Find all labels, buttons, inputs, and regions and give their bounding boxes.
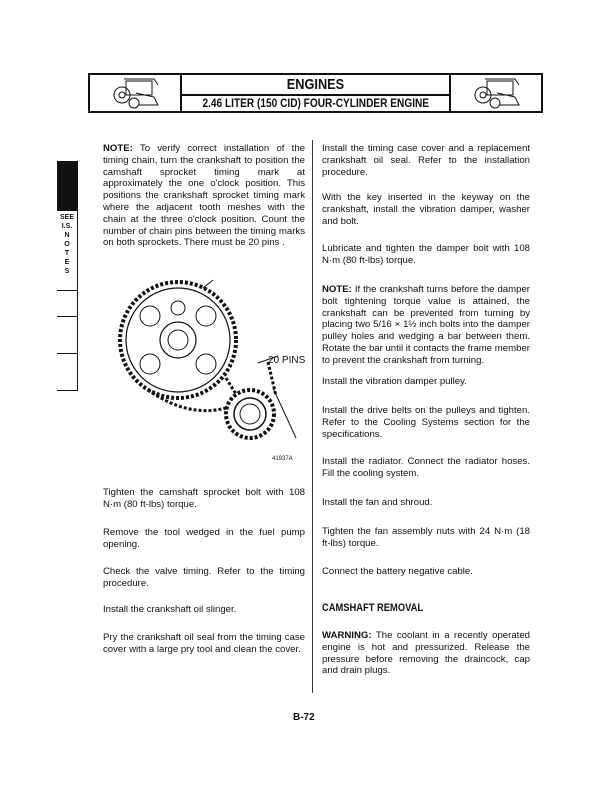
paragraph: Tighten the fan assembly nuts with 24 N·m (18 ft-lbs) torque. bbox=[322, 526, 530, 549]
page-subtitle bbox=[180, 94, 451, 113]
paragraph: Remove the tool wedged in the fuel pump opening. bbox=[103, 527, 305, 550]
page-header bbox=[88, 73, 543, 113]
page-number: B-72 bbox=[293, 712, 315, 723]
paragraph: Tighten the camshaft sprocket bolt with 108 N·m (80 ft-lbs) torque. bbox=[103, 487, 305, 510]
paragraph: Install the drive belts on the pulleys and tighten. Refer to the Cooling Systems section for the specifications. bbox=[322, 405, 530, 440]
figure-id: 41937A bbox=[272, 456, 293, 462]
side-tab-divider bbox=[57, 390, 78, 391]
paragraph: Install the fan and shroud. bbox=[322, 497, 433, 508]
subtitle-text: 2.46 LITER (150 CID) FOUR-CYLINDER ENGINE bbox=[202, 98, 429, 110]
engine-illustration-left bbox=[90, 75, 182, 111]
engine-illustration-right bbox=[449, 75, 541, 111]
side-tab-divider bbox=[57, 353, 78, 354]
side-tab-marker bbox=[57, 161, 78, 211]
paragraph: Pry the crankshaft oil seal from the timing case cover with a large pry tool and clean the cover. bbox=[103, 632, 305, 655]
page-title: ENGINES bbox=[286, 76, 345, 93]
paragraph: With the key inserted in the keyway on the crankshaft, install the vibration damper, washer and bolt. bbox=[322, 192, 530, 227]
side-tab-divider bbox=[57, 290, 78, 291]
damper-note: NOTE: If the crankshaft turns before the damper bolt tightening torque value is attained, the crankshaft can be prevented from turning by placing two 5/16 × 1½ inch bolts into the damper pulley holes and wedging a bar between them. Rotate the bar until it contacts the frame member to prevent the crankshaft from turning. bbox=[322, 284, 530, 366]
section-heading: CAMSHAFT REMOVAL bbox=[322, 602, 424, 614]
paragraph: Install the timing case cover and a replacement crankshaft oil seal. Refer to the installation procedure. bbox=[322, 143, 530, 178]
see-is-notes-label: SEE I.S. N O T E S bbox=[59, 214, 74, 275]
paragraph: Install the crankshaft oil slinger. bbox=[103, 604, 237, 615]
timing-note: NOTE: To verify correct installation of the timing chain, turn the crankshaft to position the camshaft sprocket timing mark at approximately the one o'clock position. This positions the crankshaft sprocket timing mark where the adjacent tooth meshes with the chain at the three o'clock position. Count the number of chain pins between the timing marks on both sprockets. There must be 20 pins . bbox=[103, 143, 305, 249]
paragraph: Connect the battery negative cable. bbox=[322, 566, 473, 577]
side-tab-rule bbox=[77, 211, 78, 391]
paragraph: Install the radiator. Connect the radiator hoses. Fill the cooling system. bbox=[322, 456, 530, 479]
column-divider bbox=[312, 140, 313, 693]
paragraph: Check the valve timing. Refer to the timing procedure. bbox=[103, 566, 305, 589]
warning-note: WARNING: The coolant in a recently operated engine is hot and pressurized. Release the pressure before removing the draincock, cap and drain plugs. bbox=[322, 630, 530, 677]
figure-callout-20-pins: 20 PINS bbox=[268, 355, 306, 366]
side-tab-divider bbox=[57, 316, 78, 317]
paragraph: Install the vibration damper pulley. bbox=[322, 376, 467, 387]
paragraph: Lubricate and tighten the damper bolt with 108 N·m (80 ft-lbs) torque. bbox=[322, 243, 530, 266]
